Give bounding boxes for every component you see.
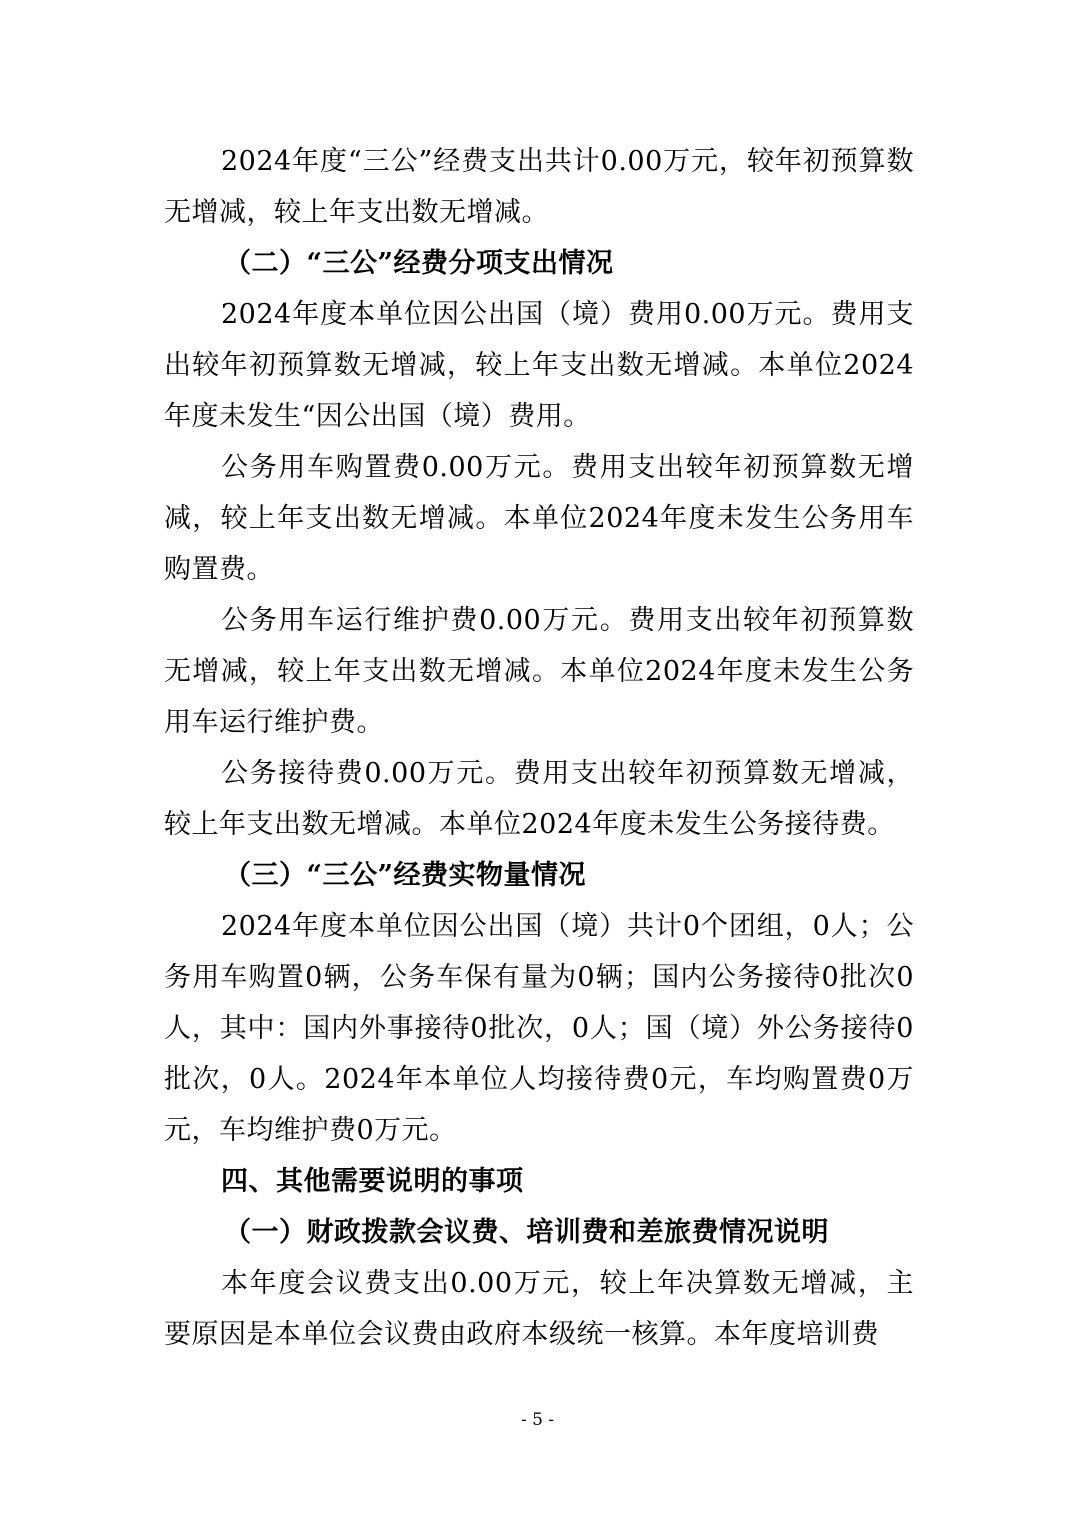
heading-meeting-training-travel: （一）财政拨款会议费、培训费和差旅费情况说明 (224, 1217, 829, 1248)
paragraph-vehicle-purchase: 公务用车购置费0.00万元。费用支出较年初预算数无增减，较上年支出数无增减。本单位2024年度未发生公务用车购置费。 (164, 452, 914, 585)
paragraph-official-reception: 公务接待费0.00万元。费用支出较年初预算数无增减，较上年支出数无增减。本单位2024年度未发生公务接待费。 (164, 758, 914, 840)
paragraph-total-expense: 2024年度“三公”经费支出共计0.00万元，较年初预算数无增减，较上年支出数无增减。 (164, 146, 914, 228)
heading-physical-quantity: （三）“三公”经费实物量情况 (224, 860, 587, 891)
heading-other-matters: 四、其他需要说明的事项 (221, 1166, 524, 1197)
page-number: - 5 - (520, 1410, 555, 1430)
paragraph-vehicle-maintenance: 公务用车运行维护费0.00万元。费用支出较年初预算数无增减，较上年支出数无增减。本单位2024年度未发生公务用车运行维护费。 (164, 605, 914, 738)
paragraph-physical-quantity: 2024年度本单位因公出国（境）共计0个团组，0人；公务用车购置0辆，公务车保有量为0辆；国内公务接待0批次0人，其中：国内外事接待0批次，0人；国（境）外公务接待0批次，0人。2024年本单位人均接待费0元，车均购置费0万元，车均维护费0万元。 (164, 911, 914, 1146)
paragraph-meeting-expense: 本年度会议费支出0.00万元，较上年决算数无增减，主要原因是本单位会议费由政府本级统一核算。本年度培训费 (164, 1268, 914, 1350)
paragraph-overseas-travel: 2024年度本单位因公出国（境）费用0.00万元。费用支出较年初预算数无增减，较上年支出数无增减。本单位2024年度未发生“因公出国（境）费用。 (164, 299, 914, 432)
heading-itemized-expense: （二）“三公”经费分项支出情况 (224, 248, 614, 279)
document-page (164, 136, 914, 1360)
